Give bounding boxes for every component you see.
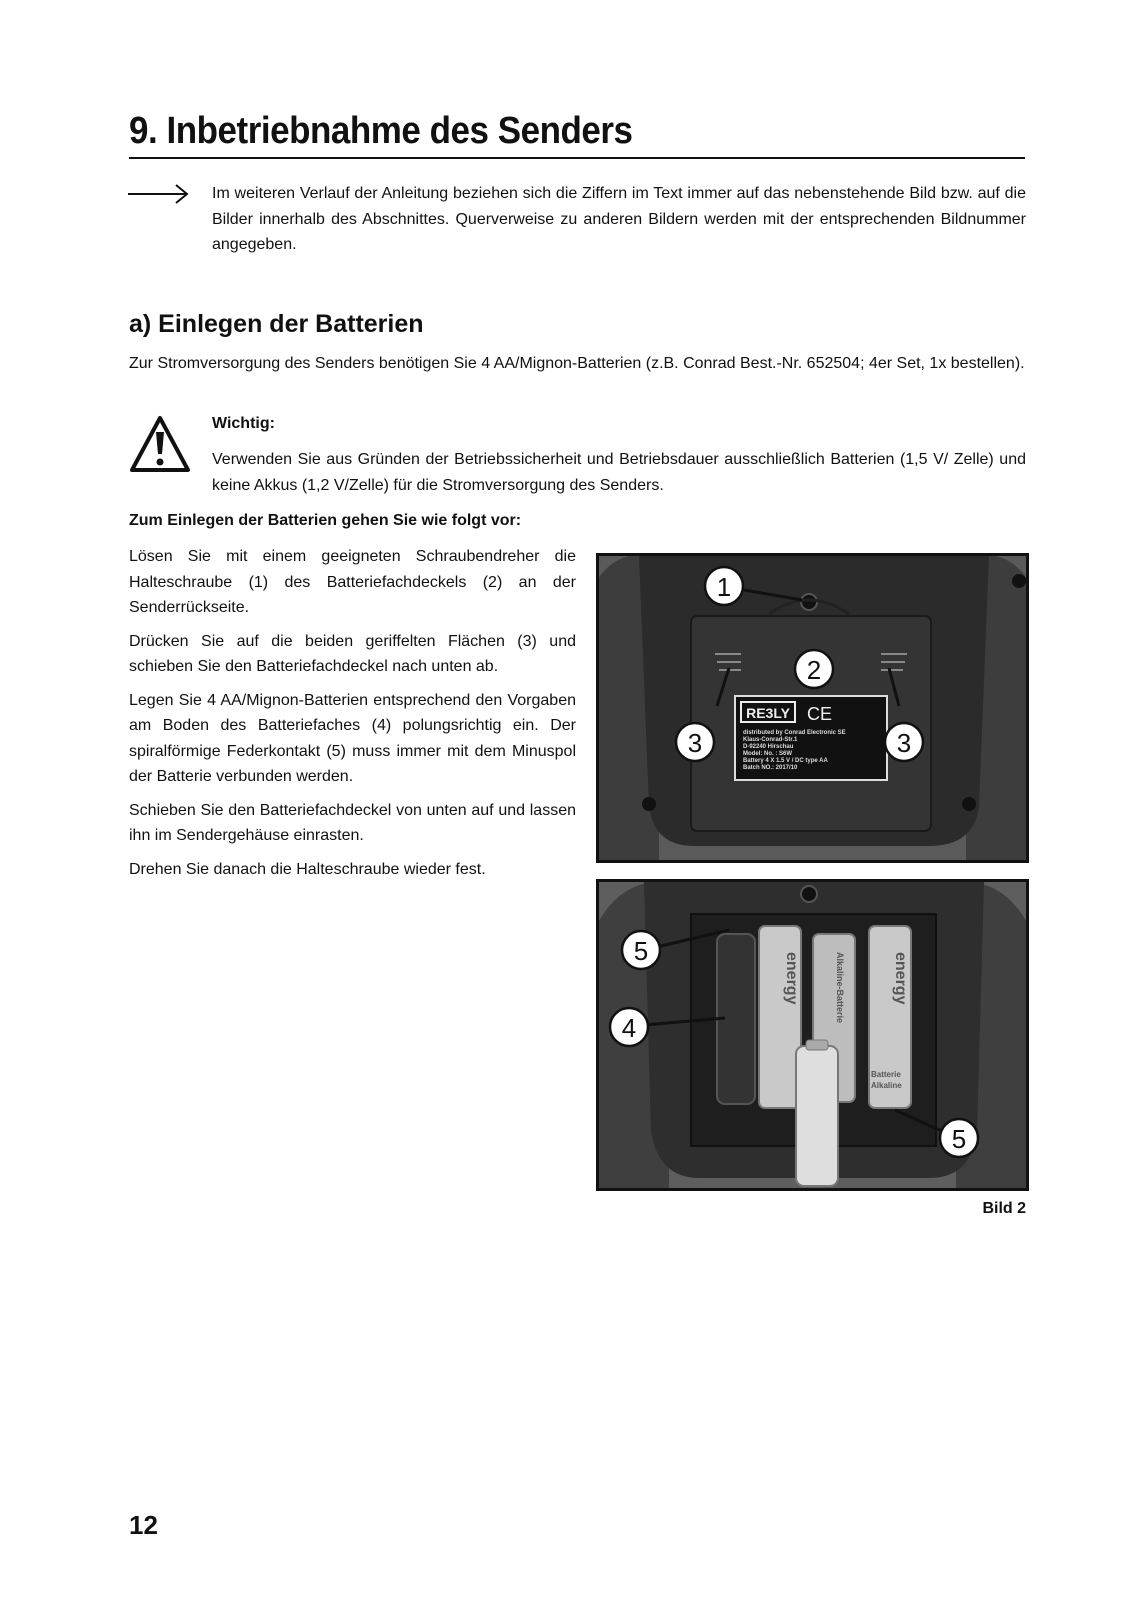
- label-line: Battery 4 X 1.5 V / DC type AA: [743, 758, 828, 764]
- callout-2: 2: [806, 655, 822, 685]
- battery-text: Alkaline-Batterie: [835, 952, 845, 1024]
- step-paragraph: Lösen Sie mit einem geeigneten Schraubendreher die Halteschraube (1) des Batteriefachdeckels (2) an der Senderrückseite.: [129, 548, 576, 616]
- section-title: a) Einlegen der Batterien: [129, 310, 424, 338]
- label-line: D-92240 Hirschau: [743, 744, 794, 750]
- section-intro: Zur Stromversorgung des Senders benötigen Sie 4 AA/Mignon-Batterien (z.B. Conrad Best.-Nr. 652504; 4er Set, 1x bestellen).: [129, 355, 1025, 372]
- title-rule: [129, 157, 1025, 159]
- warning-title: Wichtig:: [212, 415, 275, 432]
- battery-text: energy: [783, 952, 800, 1005]
- page-title: 9. Inbetriebnahme des Senders: [129, 110, 633, 152]
- step-paragraph: Drücken Sie auf die beiden geriffelten Flächen (3) und schieben Sie den Batteriefachdeckel nach unten ab.: [129, 632, 576, 675]
- warning-text: Verwenden Sie aus Gründen der Betriebssicherheit und Betriebsdauer ausschließlich Batterien (1,5 V/ Zelle) und keine Akkus (1,2 V/Zelle) für die Stromversorgung des Senders.: [212, 451, 1026, 494]
- callout-4: 4: [621, 1013, 637, 1043]
- battery-text: Alkaline: [871, 1081, 902, 1090]
- label-brand: RE3LY: [746, 705, 790, 721]
- step-paragraph: Schieben Sie den Batteriefachdeckel von unten auf und lassen ihn im Sendergehäuse einrasten.: [129, 801, 576, 844]
- callout-3-left: 3: [687, 728, 703, 758]
- reference-note: Im weiteren Verlauf der Anleitung beziehen sich die Ziffern im Text immer auf das nebenstehende Bild bzw. auf die Bilder innerhalb des Abschnittes. Querverweise zu anderen Bildern werden mit der entsprechenden Bildnummer angegeben.: [212, 185, 1026, 253]
- steps-list: [129, 544, 576, 890]
- warning-icon: [128, 414, 192, 474]
- label-line: distributed by Conrad Electronic SE: [743, 730, 846, 736]
- label-line: Klaus-Conrad-Str.1: [743, 737, 798, 743]
- figure-battery-compartment: [596, 879, 1029, 1191]
- label-line: Batch NO.: 2017/10: [743, 765, 798, 771]
- callout-1: 1: [716, 572, 732, 602]
- figure-caption: Bild 2: [982, 1200, 1026, 1217]
- steps-heading: Zum Einlegen der Batterien gehen Sie wie folgt vor:: [129, 512, 522, 529]
- arrow-right-icon: [128, 183, 190, 205]
- battery-text: Batterie: [871, 1070, 901, 1079]
- callout-5-top: 5: [633, 936, 649, 966]
- page-number: 12: [129, 1510, 158, 1540]
- label-ce: CE: [807, 704, 833, 724]
- step-paragraph: Drehen Sie danach die Halteschraube wieder fest.: [129, 860, 486, 878]
- battery-text: energy: [892, 952, 909, 1005]
- callout-5-bottom: 5: [951, 1124, 967, 1154]
- figure-battery-cover: [596, 553, 1029, 863]
- callout-3-right: 3: [896, 728, 912, 758]
- label-line: Model: No. : S6W: [743, 751, 792, 757]
- step-paragraph: Legen Sie 4 AA/Mignon-Batterien entsprechend den Vorgaben am Boden des Batteriefaches (4) polungsrichtig ein. Der spiralförmige Federkontakt (5) muss immer mit dem Minuspol der Batterie verbunden werden.: [129, 691, 576, 785]
